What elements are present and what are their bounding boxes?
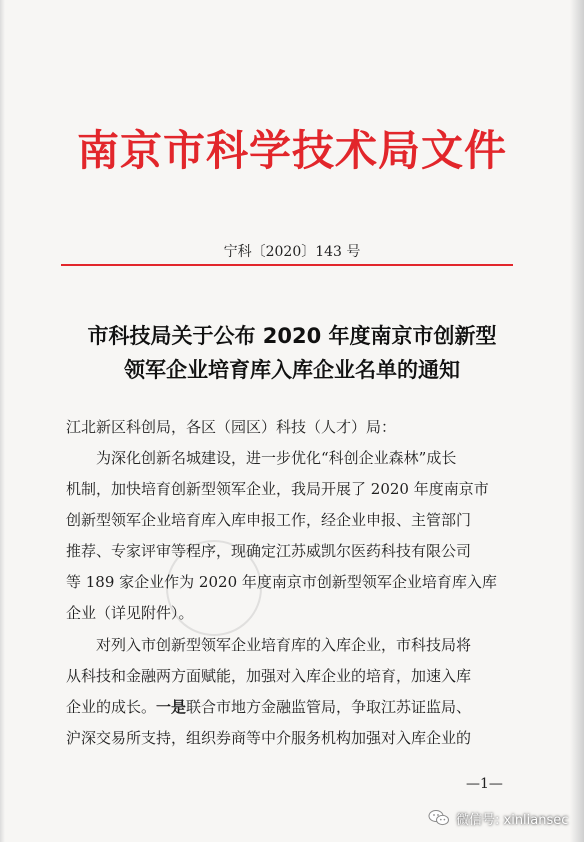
notice-title-line-2: 领军企业培育库入库企业名单的通知: [124, 358, 460, 382]
red-header-rule: [61, 264, 513, 266]
body-line: 沪深交易所支持，组织券商等中介服务机构加强对入库企业的: [66, 729, 472, 747]
watermark-text: 微信号: xinliansec: [456, 812, 569, 828]
body-line: 推荐、专家评审等程序，现确定江苏威凯尔医药科技有限公司: [66, 542, 472, 560]
body-line: 机制，加快培育创新型领军企业，我局开展了 2020 年度南京市: [66, 480, 489, 498]
page-number: —1—: [466, 776, 503, 792]
body-line: 企业（详见附件）。: [66, 604, 194, 622]
wechat-icon: [428, 809, 450, 827]
emphasis-text: 一是: [156, 698, 187, 716]
salutation: 江北新区科创局，各区（园区）科技（人才）局：: [66, 418, 397, 436]
notice-title-line-1: 市科技局关于公布 2020 年度南京市创新型: [87, 324, 497, 348]
body-text: 联合市地方金融监管局，争取江苏证监局、: [186, 698, 472, 716]
agency-header-title: 南京市科学技术局文件: [76, 126, 507, 175]
body-text: 企业的成长。: [66, 698, 157, 716]
watermark: [428, 806, 568, 830]
document-number: 宁科〔2020〕143 号: [223, 244, 361, 260]
body-line: [66, 696, 506, 717]
body-line: 为深化创新名城建设，进一步优化“科创企业森林”成长: [96, 449, 457, 467]
body-line: 创新型领军企业培育库入库申报工作，经企业申报、主管部门: [66, 511, 472, 529]
body-line: 从科技和金融两方面赋能，加强对入库企业的培育，加速入库: [66, 667, 472, 685]
body-line: 等 189 家企业作为 2020 年度南京市创新型领军企业培育库入库: [66, 573, 497, 591]
body-line: 对列入市创新型领军企业培育库的入库企业，市科技局将: [96, 636, 472, 654]
